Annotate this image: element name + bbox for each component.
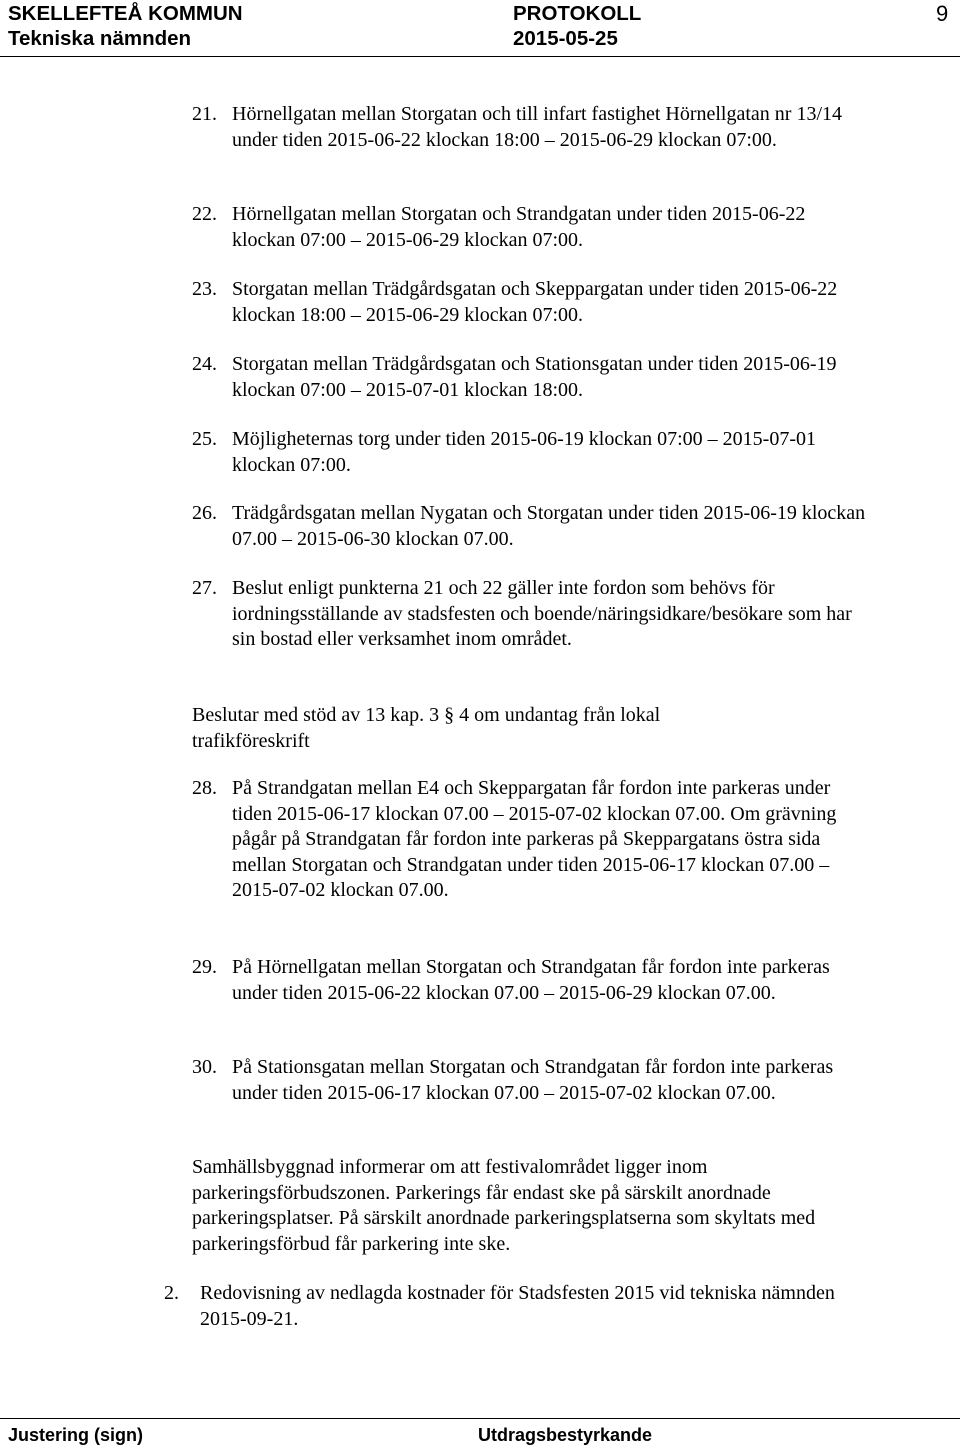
- section-number: 2.: [164, 1282, 179, 1304]
- list-item-number: 28.: [192, 777, 217, 799]
- list-item-text: Trädgårdsgatan mellan Nygatan och Storgatan under tiden 2015-06-19 klockan 07.00 – 2015-06-30 klockan 07.00.: [232, 502, 866, 550]
- organization-name: SKELLEFTEÅ KOMMUN: [8, 2, 243, 25]
- list-item-number: 21.: [192, 103, 217, 125]
- list-item-23: [192, 277, 872, 328]
- list-item-26: [192, 501, 872, 552]
- list-item-22: [192, 202, 872, 253]
- list-item-text: Hörnellgatan mellan Storgatan och Strandgatan under tiden 2015-06-22 klockan 07:00 – 2015-06-29 klockan 07:00.: [232, 203, 806, 251]
- list-item-number: 24.: [192, 353, 217, 375]
- section-text: Redovisning av nedlagda kostnader för Stadsfesten 2015 vid tekniska nämnden 2015-09-21.: [200, 1282, 835, 1330]
- footer-justering: Justering (sign): [8, 1425, 144, 1445]
- list-item-number: 26.: [192, 502, 217, 524]
- list-item-number: 23.: [192, 278, 217, 300]
- page-number: 9: [936, 1, 949, 26]
- list-item-29: [192, 955, 872, 1006]
- footer-rule: [0, 1418, 960, 1419]
- list-item-24: [192, 352, 872, 403]
- agenda-section-2: [164, 1281, 864, 1332]
- list-item-30: [192, 1055, 872, 1106]
- list-item-text: Hörnellgatan mellan Storgatan och till infart fastighet Hörnellgatan nr 13/14 under tiden 2015-06-22 klockan 18:00 – 2015-06-29 klockan 07:00.: [232, 103, 843, 151]
- decision-basis: Beslutar med stöd av 13 kap. 3 § 4 om undantag från lokal trafikföreskrift: [192, 704, 661, 752]
- list-item-text: På Stationsgatan mellan Storgatan och Strandgatan får fordon inte parkeras under tiden 2015-06-17 klockan 07.00 – 2015-07-02 klockan 07.00.: [232, 1056, 834, 1104]
- info-paragraph: Samhällsbyggnad informerar om att festivalområdet ligger inom parkeringsförbudszonen. Parkerings får endast ske på särskilt anordnade parkeringsplatser. På särskilt anordnade parkeringsplatserna som skyltats med parkeringsförbud får parkering inte ske.: [192, 1156, 816, 1255]
- list-item-number: 22.: [192, 203, 217, 225]
- list-item-21: [192, 102, 872, 153]
- list-item-25: [192, 427, 872, 478]
- list-item-text: Möjligheternas torg under tiden 2015-06-19 klockan 07:00 – 2015-07-01 klockan 07:00.: [232, 428, 816, 476]
- list-item-text: Storgatan mellan Trädgårdsgatan och Stationsgatan under tiden 2015-06-19 klockan 07:00 – 2015-07-01 klockan 18:00.: [232, 353, 837, 401]
- footer-utdragsbestyrkande: Utdragsbestyrkande: [478, 1425, 653, 1445]
- list-item-text: Storgatan mellan Trädgårdsgatan och Skeppargatan under tiden 2015-06-22 klockan 18:00 – 2015-06-29 klockan 07:00.: [232, 278, 838, 326]
- list-item-text: På Strandgatan mellan E4 och Skeppargatan får fordon inte parkeras under tiden 2015-06-17 klockan 07.00 – 2015-07-02 klockan 07.00. Om grävning pågår på Strandgatan får fordon inte parkeras på Skeppargatans östra sida mellan Storgatan och Strandgatan under tiden 2015-06-17 klockan 07.00 – 2015-07-02 klockan 07.00.: [232, 777, 837, 901]
- list-item-number: 25.: [192, 428, 217, 450]
- list-item-text: På Hörnellgatan mellan Storgatan och Strandgatan får fordon inte parkeras under tiden 2015-06-22 klockan 07.00 – 2015-06-29 klockan 07.00.: [232, 956, 830, 1004]
- meeting-date: 2015-05-25: [513, 27, 618, 50]
- list-item-number: 29.: [192, 956, 217, 978]
- list-item-27: [192, 576, 872, 653]
- document-type: PROTOKOLL: [513, 2, 642, 25]
- list-item-28: [192, 776, 872, 904]
- list-item-text: Beslut enligt punkterna 21 och 22 gäller inte fordon som behövs för iordningsställande av stadsfesten och boende/näringsidkare/besökare som har sin bostad eller verksamhet inom området.: [232, 577, 852, 650]
- header-rule: [0, 56, 960, 57]
- committee-name: Tekniska nämnden: [8, 27, 192, 50]
- list-item-number: 27.: [192, 577, 217, 599]
- list-item-number: 30.: [192, 1056, 217, 1078]
